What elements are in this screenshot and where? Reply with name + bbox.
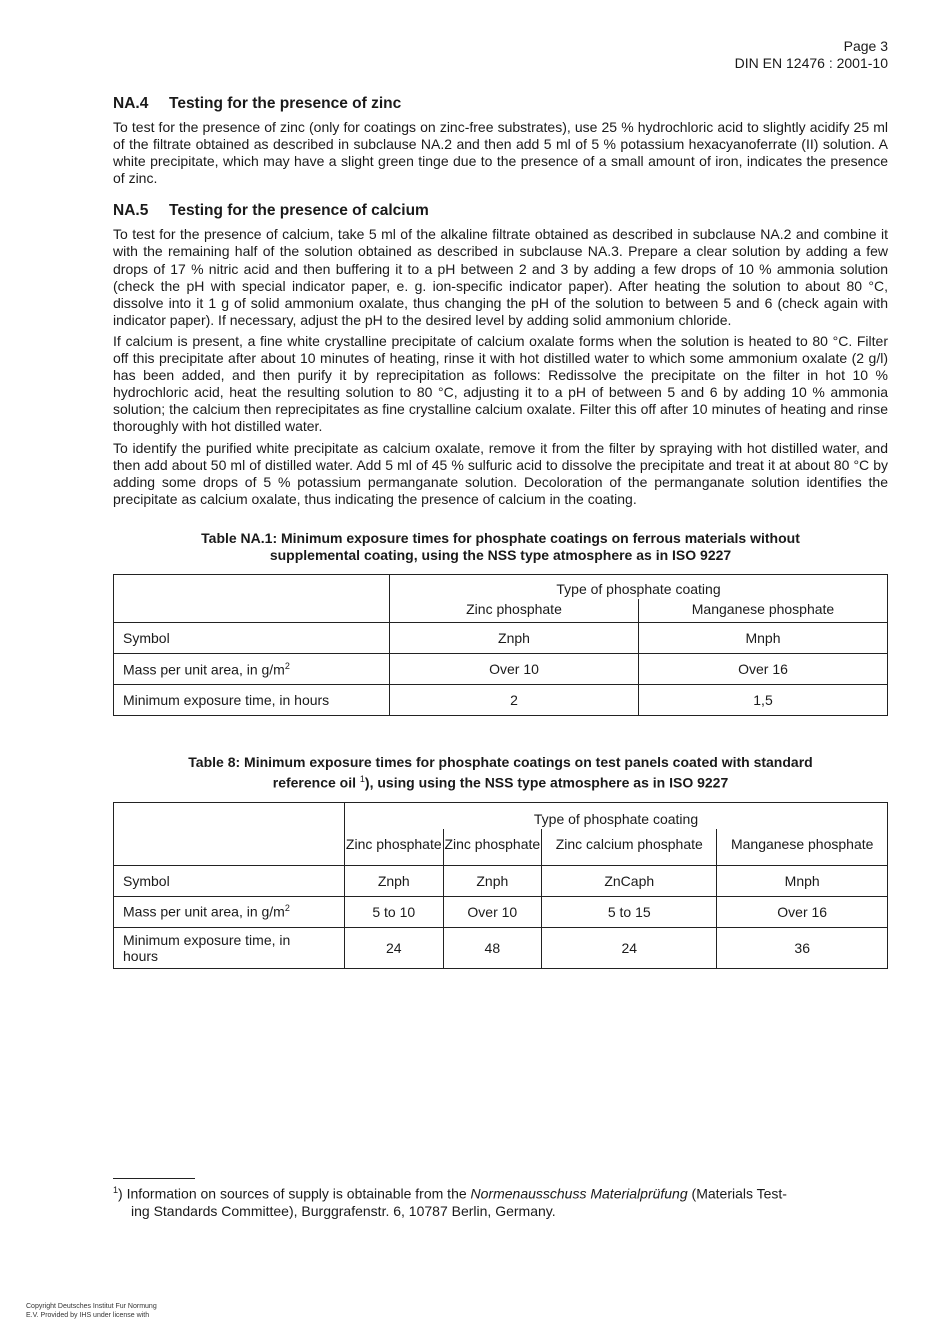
caption-line: supplemental coating, using the NSS type atmosphere as in ISO 9227	[269, 546, 732, 563]
copyright-line: E.V. Provided by IHS under license with	[26, 1312, 150, 1319]
column-header: Manganese phosphate	[717, 829, 888, 866]
row-label: Mass per unit area, in g/m	[123, 903, 285, 920]
caption-line	[113, 771, 888, 792]
cell: 5 to 15	[542, 896, 717, 927]
cell: Mnph	[639, 622, 888, 653]
caption-text: reference oil	[272, 774, 357, 791]
footnote-ref: 1	[359, 773, 365, 784]
page-header	[735, 38, 888, 72]
cell: Over 10	[390, 653, 639, 684]
table-na1	[113, 574, 888, 716]
table-row	[114, 865, 888, 896]
section-number: NA.5	[113, 202, 149, 220]
standard-id: DIN EN 12476 : 2001-10	[734, 55, 888, 71]
section-number: NA.4	[113, 95, 149, 112]
copyright-line: Copyright Deutsches Institut Fur Normung	[26, 1303, 157, 1310]
section-title: Testing for the presence of zinc	[169, 95, 402, 112]
section-na5	[113, 201, 888, 508]
section-heading	[113, 94, 888, 113]
paragraph: To test for the presence of calcium, take 5 ml of the alkaline filtrate obtained as described in subclause NA.2 and combine it with the remaining half of the solution obtained as described in subclause NA.3. Prepare a clear solution by adding a few drops of 17 % nitric acid and then buffering it to a pH between 2 and 3 by adding a few drops of 10 % ammonia solution (check the pH with special indicator paper, e. g. ion-specific indicator paper). After heating the solution to about 80 °C, dissolve into it 1 g of solid ammonium oxalate, thus changing the pH of the solution to between 5 and 6 (check again with indicator paper). If necessary, adjust the pH to the desired level by adding solid ammonium chloride.	[113, 226, 888, 328]
table2-caption	[113, 754, 888, 792]
table-row	[114, 896, 888, 927]
column-header: Zinc phosphate	[443, 829, 542, 866]
table-row	[114, 684, 888, 715]
column-header: Zinc phosphate	[345, 829, 444, 866]
row-label: Mass per unit area, in g/m	[123, 661, 285, 678]
footnote-separator	[113, 1178, 195, 1179]
row-label: Minimum exposure time, in hours	[114, 927, 345, 968]
row-label: Symbol	[114, 622, 390, 653]
caption-line: Table NA.1: Minimum exposure times for phosphate coatings on ferrous materials without	[201, 529, 800, 546]
empty-header-cell	[114, 574, 390, 622]
paragraph: To identify the purified white precipitate as calcium oxalate, remove it from the filter by spraying with hot distilled water, and then add about 50 ml of distilled water. Add 5 ml of 45 % sulfuric acid to dissolve the precipitate and treat it at about 80 °C by adding some drops of 5 % potassium permanganate solution. Decoloration of the permanganate solution identifies the precipitate as calcium oxalate, thus indicating the presence of calcium in the coating.	[113, 439, 888, 507]
cell: 24	[345, 927, 444, 968]
copyright-notice	[26, 1302, 157, 1320]
cell: Over 10	[443, 896, 542, 927]
footnote-text: (Materials Test-	[687, 1185, 787, 1202]
row-label: Minimum exposure time, in hours	[114, 684, 390, 715]
table-row	[114, 653, 888, 684]
table-8	[113, 802, 888, 969]
footnote-italic: Normenausschuss Materialprüfung	[470, 1185, 688, 1202]
footnote	[113, 1182, 873, 1220]
footnote-text: ) Information on sources of supply is obtainable from the	[118, 1185, 471, 1202]
footnote-marker: 1	[113, 1185, 119, 1195]
group-header: Type of phosphate coating	[556, 580, 721, 597]
cell: Mnph	[717, 865, 888, 896]
cell: Over 16	[717, 896, 888, 927]
table-row	[114, 622, 888, 653]
section-title: Testing for the presence of calcium	[169, 202, 429, 220]
cell: 5 to 10	[345, 896, 444, 927]
group-header-cell	[390, 574, 888, 622]
cell: 1,5	[639, 684, 888, 715]
footnote-text: ing Standards Committee), Burggrafenstr. 6, 10787 Berlin, Germany.	[131, 1202, 556, 1219]
superscript: 2	[284, 903, 290, 914]
cell: 36	[717, 927, 888, 968]
row-label-cell	[114, 896, 345, 927]
section-heading	[113, 201, 888, 220]
cell: Znph	[345, 865, 444, 896]
group-header: Type of phosphate coating	[345, 802, 888, 829]
paragraph: If calcium is present, a fine white crystalline precipitate of calcium oxalate forms when the solution is heated to 80 °C. Filter off this precipitate after about 10 minutes of heating, rinse it with hot distilled water to which some ammonium oxalate (2 g/l) has been added, and then purify it by reprecipitation as follows: Redissolve the precipitate on the filter in hot 10 % hydrochloric acid, heat the resulting solution to 80 °C, adjusting it to a pH of between 5 and 6 by adding 10 % ammonia solution; the calcium then reprecipitates as fine crystalline calcium oxalate. Filter this off after 10 minutes of heating and rinse thoroughly with hot distilled water.	[113, 332, 888, 435]
page-content	[113, 94, 888, 969]
caption-line: Table 8: Minimum exposure times for phosphate coatings on test panels coated with standard	[188, 753, 813, 770]
column-header: Manganese phosphate	[638, 599, 887, 622]
superscript: 2	[284, 660, 290, 671]
cell: Znph	[443, 865, 542, 896]
column-header: Zinc phosphate	[466, 600, 562, 617]
cell: Znph	[390, 622, 639, 653]
cell: ZnCaph	[542, 865, 717, 896]
empty-header-cell	[114, 802, 345, 865]
cell: 2	[390, 684, 639, 715]
caption-text: ), using using the NSS type atmosphere as in ISO 9227	[364, 774, 729, 791]
cell: 48	[443, 927, 542, 968]
cell: Over 16	[639, 653, 888, 684]
page-number: Page 3	[843, 38, 888, 54]
paragraph: To test for the presence of zinc (only for coatings on zinc-free substrates), use 25 % hydrochloric acid to slightly acidify 25 ml of the filtrate obtained as described in subclause NA.2 and then add 5 ml of 5 % potassium hexacyanoferrate (II) solution. A white precipitate, which may have a slight green tinge due to the presence of a small amount of iron, indicates the presence of zinc.	[113, 119, 888, 187]
table-row	[114, 927, 888, 968]
column-header: Zinc calcium phosphate	[542, 829, 717, 866]
section-na4	[113, 94, 888, 187]
table1-caption	[113, 530, 888, 564]
row-label: Symbol	[114, 865, 345, 896]
cell: 24	[542, 927, 717, 968]
row-label-cell	[114, 653, 390, 684]
